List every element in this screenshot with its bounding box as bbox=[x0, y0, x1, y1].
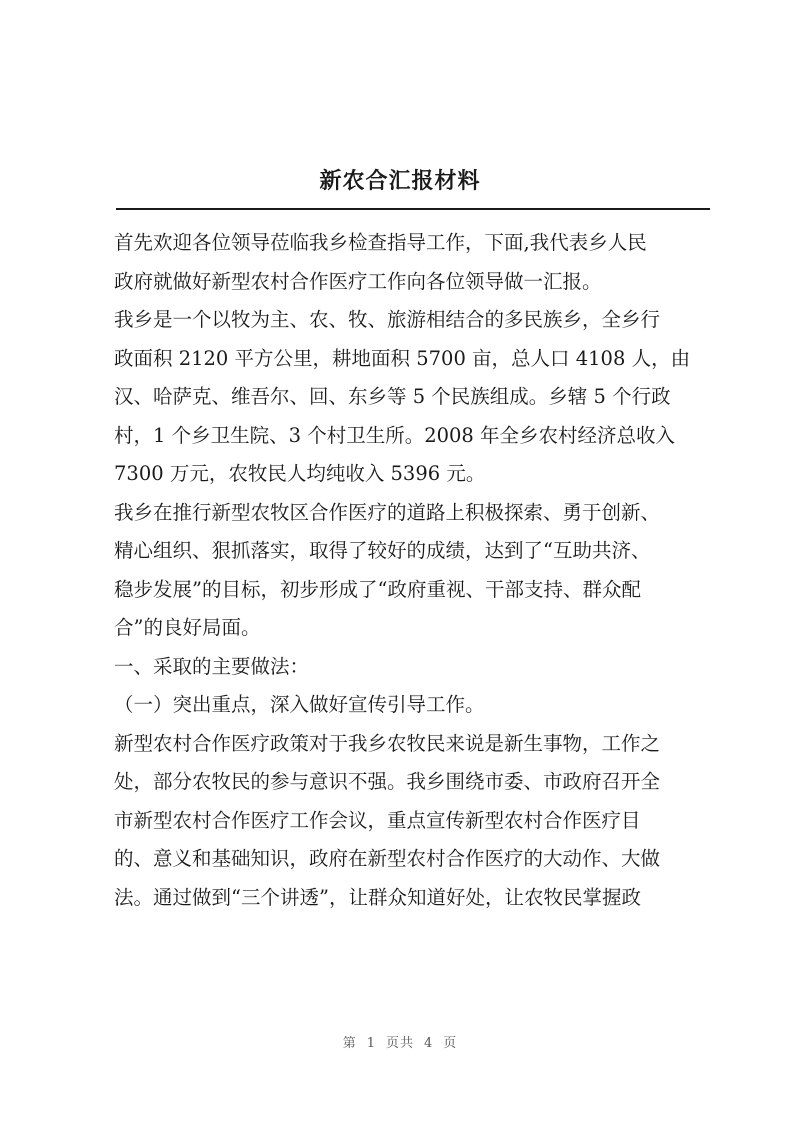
paragraph-welcome bbox=[114, 224, 714, 301]
section-heading bbox=[114, 648, 714, 687]
text-line: 7300 万元，农牧民人均纯收入 5396 元。 bbox=[114, 462, 486, 485]
document-title: 新农合汇报材料 bbox=[319, 168, 481, 194]
text-line: （一）突出重点，深入做好宣传引导工作。 bbox=[114, 693, 485, 716]
page-label-mid: 页共 bbox=[385, 1036, 414, 1051]
text-line: 我乡是一个以牧为主、农、牧、旅游相结合的多民族乡，全乡行 bbox=[114, 308, 661, 331]
title-underline bbox=[116, 208, 710, 210]
page-number: 1 bbox=[366, 1036, 376, 1051]
text-line: 处，部分农牧民的参与意识不强。我乡围绕市委、市政府召开全 bbox=[114, 770, 661, 793]
text-line: 首先欢迎各位领导莅临我乡检查指导工作，下面,我代表乡人民 bbox=[114, 231, 647, 254]
page-label-suffix: 页 bbox=[443, 1036, 458, 1051]
page-label-prefix: 第 bbox=[342, 1036, 357, 1051]
text-line: 市新型农村合作医疗工作会议，重点宣传新型农村合作医疗目 bbox=[114, 808, 641, 832]
text-line: 政面积 2120 平方公里，耕地面积 5700 亩，总人口 4108 人，由 bbox=[114, 346, 691, 370]
text-line: 政府就做好新型农村合作医疗工作向各位领导做一汇报。 bbox=[114, 269, 602, 293]
paragraph-overview bbox=[114, 301, 714, 494]
text-line: 我乡在推行新型农牧区合作医疗的道路上积极探索、勇于创新、 bbox=[114, 500, 661, 524]
total-pages: 4 bbox=[424, 1036, 434, 1051]
text-line: 汉、哈萨克、维吾尔、回、东乡等 5 个民族组成。乡辖 5 个行政 bbox=[114, 385, 671, 408]
text-line: 新型农村合作医疗政策对于我乡农牧民来说是新生事物，工作之 bbox=[114, 731, 661, 755]
text-line: 精心组织、狠抓落实，取得了较好的成绩，达到了“互助共济、 bbox=[114, 539, 651, 562]
document-body bbox=[114, 224, 714, 917]
text-line: 一、采取的主要做法： bbox=[114, 654, 310, 678]
text-line: 合”的良好局面。 bbox=[114, 616, 261, 639]
paragraph-achievements bbox=[114, 494, 714, 648]
text-line: 稳步发展”的目标，初步形成了“政府重视、干部支持、群众配 bbox=[114, 577, 641, 601]
text-line: 法。通过做到“三个讲透”，让群众知道好处，让农牧民掌握政 bbox=[114, 885, 641, 909]
paragraph-publicity bbox=[114, 725, 714, 918]
subsection-heading bbox=[114, 686, 714, 725]
text-line: 村，1 个乡卫生院、3 个村卫生所。2008 年全乡农村经济总收入 bbox=[114, 423, 676, 447]
page-footer bbox=[0, 1032, 800, 1051]
text-line: 的、意义和基础知识，政府在新型农村合作医疗的大动作、大做 bbox=[114, 847, 661, 870]
